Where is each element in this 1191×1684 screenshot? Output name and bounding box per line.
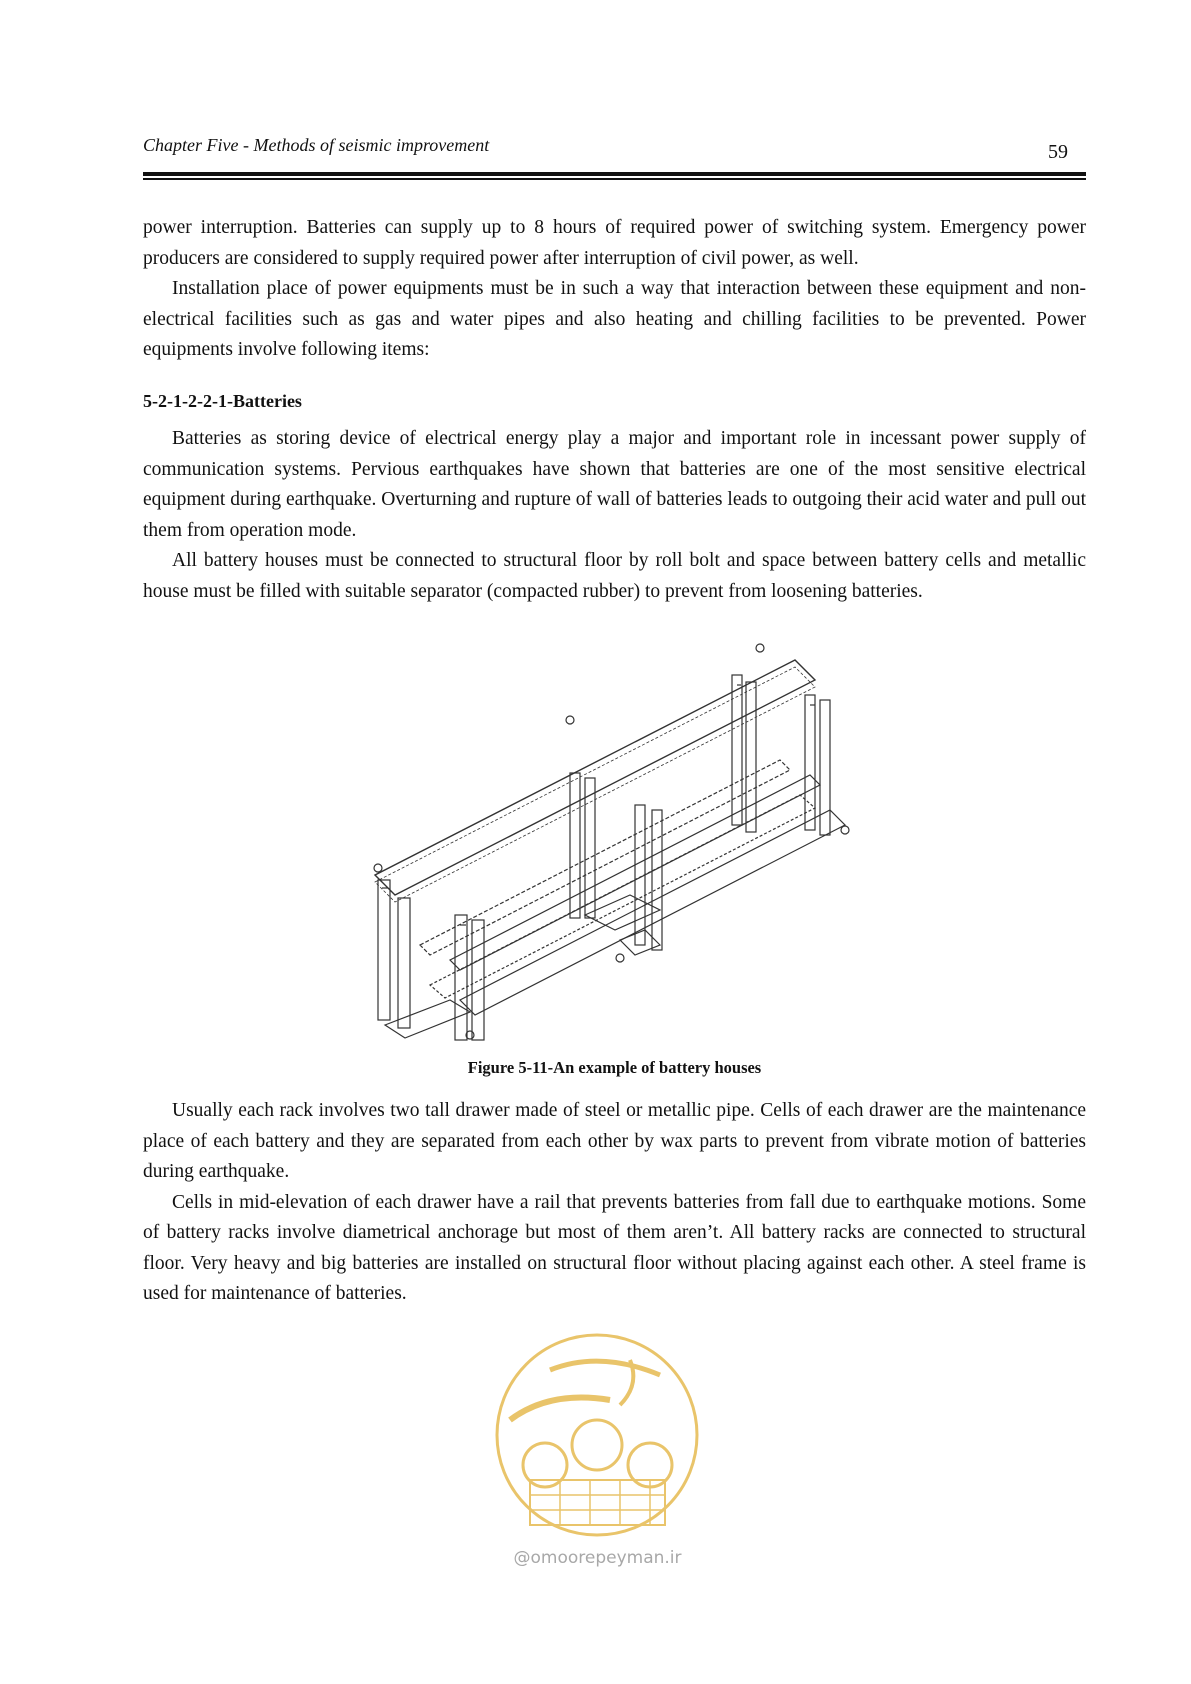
- paragraph: Usually each rack involves two tall drawer made of steel or metallic pipe. Cells of each drawer are the maintenance place of each battery and they are separated from each other by wax parts to prevent from vibrate motion of batteries during earthquake.: [143, 1100, 1086, 1182]
- battery-rack-drawing-icon: [360, 640, 860, 1050]
- section-text: [143, 424, 1086, 607]
- seal-logo-icon: [490, 1330, 705, 1540]
- battery-rack-figure: [360, 640, 860, 1050]
- header-rule-thin: [143, 178, 1086, 180]
- intro-text: [143, 213, 1086, 366]
- section-heading: 5-2-1-2-2-1-Batteries: [143, 391, 302, 411]
- paragraph: Cells in mid-elevation of each drawer have a rail that prevents batteries from fall due to earthquake motions. Some of battery racks involve diametrical anchorage but most of them aren’t. All battery racks are connected to structural floor. Very heavy and big batteries are installed on structural floor without placing against each other. A steel frame is used for maintenance of batteries.: [143, 1191, 1086, 1304]
- paragraph: power interruption. Batteries can supply up to 8 hours of required power of switching system. Emergency power producers are considered to supply required power after interruption of civil power, as well.: [143, 217, 1086, 269]
- header-rule-thick: [143, 172, 1086, 176]
- watermark-site-text: @omoorepeyman.ir: [513, 1548, 682, 1568]
- watermark-logo: [490, 1330, 705, 1540]
- chapter-title: Chapter Five - Methods of seismic improvement: [143, 135, 490, 155]
- paragraph: Installation place of power equipments must be in such a way that interaction between these equipment and non-electrical facilities such as gas and water pipes and also heating and chilling facilities to be prevented. Power equipments involve following items:: [143, 278, 1086, 360]
- paragraph: Batteries as storing device of electrical energy play a major and important role in incessant power supply of communication systems. Pervious earthquakes have shown that batteries are one of the most sensitive electrical equipment during earthquake. Overturning and rupture of wall of batteries leads to outgoing their acid water and pull out them from operation mode.: [143, 428, 1086, 541]
- paragraph: All battery houses must be connected to structural floor by roll bolt and space between battery cells and metallic house must be filled with suitable separator (compacted rubber) to prevent from loosening batteries.: [143, 550, 1086, 602]
- page-number: 59: [1048, 141, 1068, 163]
- after-figure-text: [143, 1096, 1086, 1310]
- figure-caption: Figure 5-11-An example of battery houses: [467, 1058, 762, 1077]
- page-header: [143, 133, 1086, 183]
